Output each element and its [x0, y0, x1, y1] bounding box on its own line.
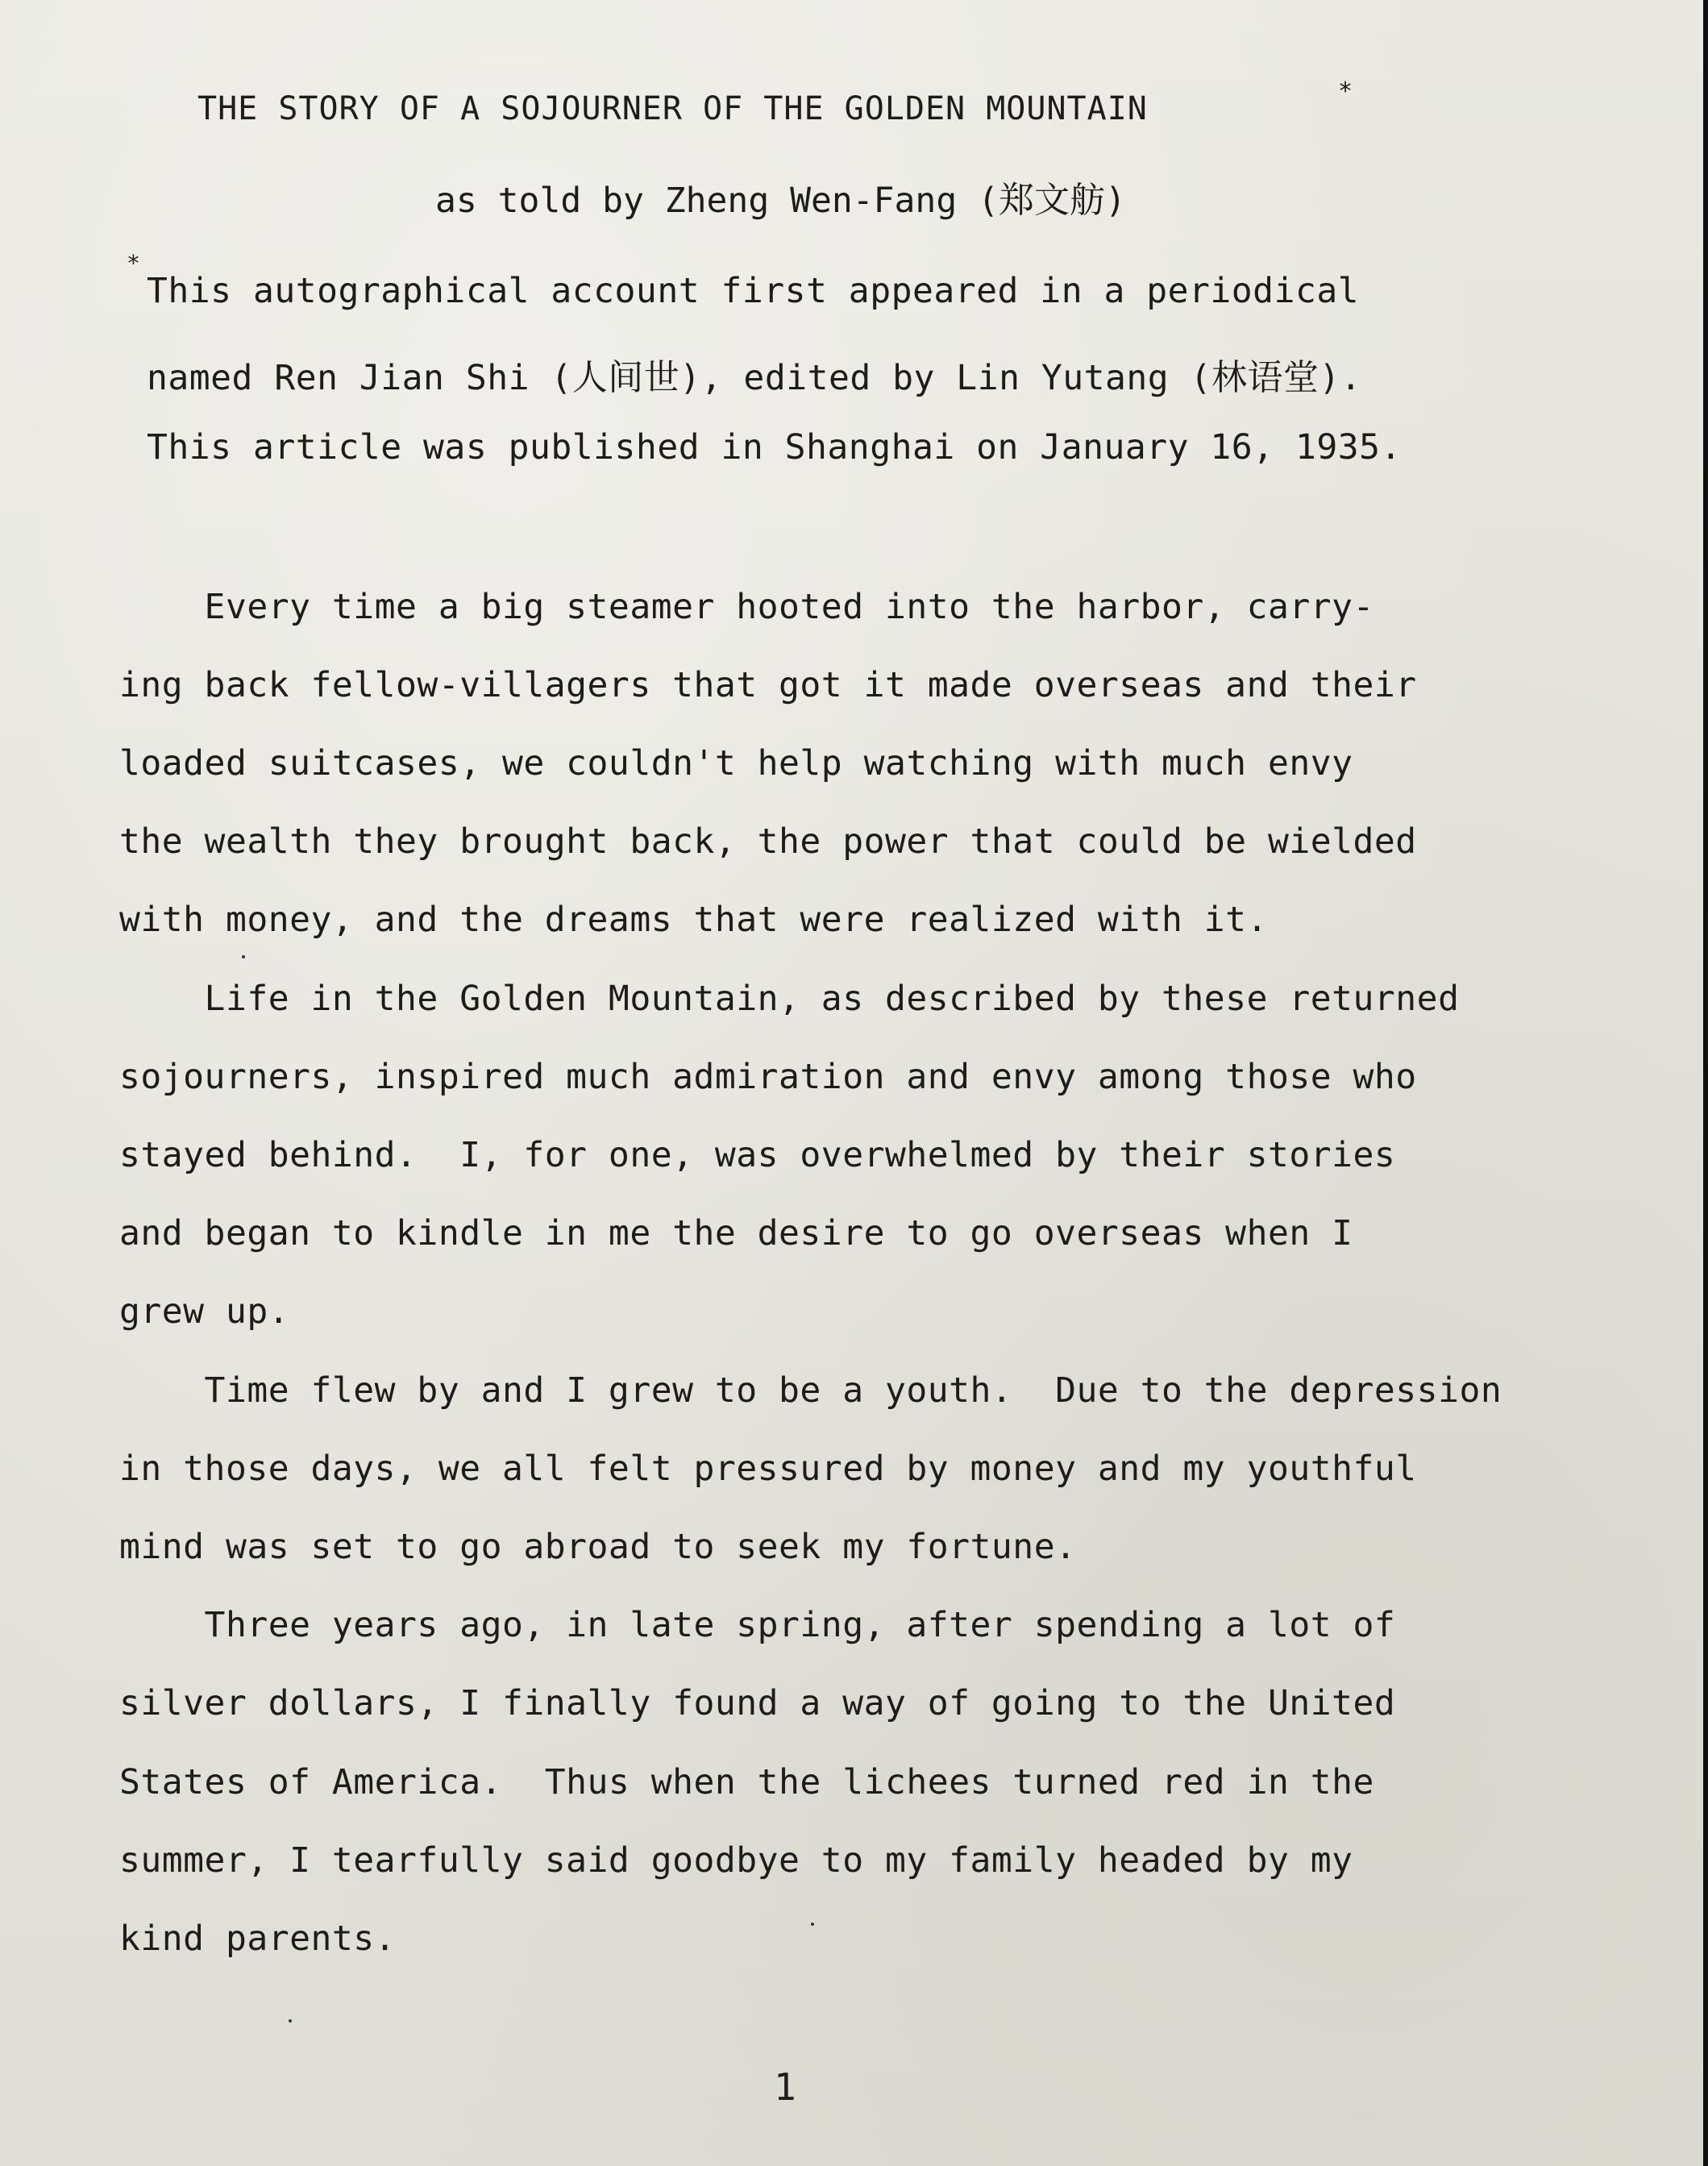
- footnote-line: [147, 348, 1361, 400]
- footnote-text: ), edited by Lin Yutang (: [679, 358, 1211, 398]
- body-line: Three years ago, in late spring, after spending a lot of: [119, 1605, 1396, 1645]
- footnote-line: This autographical account first appeared in a periodical: [147, 271, 1360, 311]
- footnote-text: ).: [1319, 358, 1362, 398]
- body-line: and began to kindle in me the desire to go overseas when I: [119, 1213, 1353, 1253]
- editor-chinese-name: 林语堂: [1211, 357, 1319, 398]
- footnote-text: named Ren Jian Shi (: [147, 358, 572, 398]
- ink-speck: [289, 2019, 292, 2023]
- body-line: Life in the Golden Mountain, as described by these returned: [119, 979, 1460, 1019]
- byline-prefix: as told by Zheng Wen-Fang (: [435, 181, 999, 221]
- footnote-marker: *: [127, 250, 140, 276]
- body-line: with money, and the dreams that were realized with it.: [119, 900, 1268, 940]
- body-line: ing back fellow-villagers that got it made overseas and their: [119, 665, 1417, 705]
- body-line: sojourners, inspired much admiration and envy among those who: [119, 1057, 1417, 1097]
- body-line: Time flew by and I grew to be a youth. Due to the depression: [119, 1370, 1502, 1411]
- body-line: silver dollars, I finally found a way of going to the United: [119, 1683, 1396, 1723]
- body-line: grew up.: [119, 1291, 290, 1332]
- footnote-line: This article was published in Shanghai on January 16, 1935.: [147, 427, 1402, 468]
- body-line: loaded suitcases, we couldn't help watching with much envy: [119, 743, 1353, 784]
- body-line: mind was set to go abroad to seek my fortune.: [119, 1527, 1077, 1567]
- body-line: States of America. Thus when the lichees turned red in the: [119, 1762, 1374, 1802]
- body-line: in those days, we all felt pressured by money and my youthful: [119, 1449, 1417, 1489]
- ink-speck: [811, 1923, 814, 1926]
- byline-suffix: ): [1104, 181, 1126, 221]
- scan-edge: [1703, 0, 1708, 2166]
- title-footnote-marker: *: [1338, 77, 1353, 106]
- document-title: THE STORY OF A SOJOURNER OF THE GOLDEN MOUNTAIN: [197, 90, 1148, 127]
- body-line: stayed behind. I, for one, was overwhelmed by their stories: [119, 1135, 1396, 1175]
- byline: [435, 171, 1126, 222]
- periodical-chinese-name: 人间世: [571, 357, 680, 398]
- ink-speck: [242, 955, 245, 958]
- body-line: kind parents.: [119, 1919, 397, 1959]
- body-line: summer, I tearfully said goodbye to my family headed by my: [119, 1840, 1353, 1881]
- body-line: Every time a big steamer hooted into the harbor, carry-: [119, 587, 1374, 627]
- page-number: 1: [774, 2065, 796, 2109]
- byline-chinese-name: 郑文舫: [998, 180, 1105, 221]
- body-line: the wealth they brought back, the power that could be wielded: [119, 821, 1417, 862]
